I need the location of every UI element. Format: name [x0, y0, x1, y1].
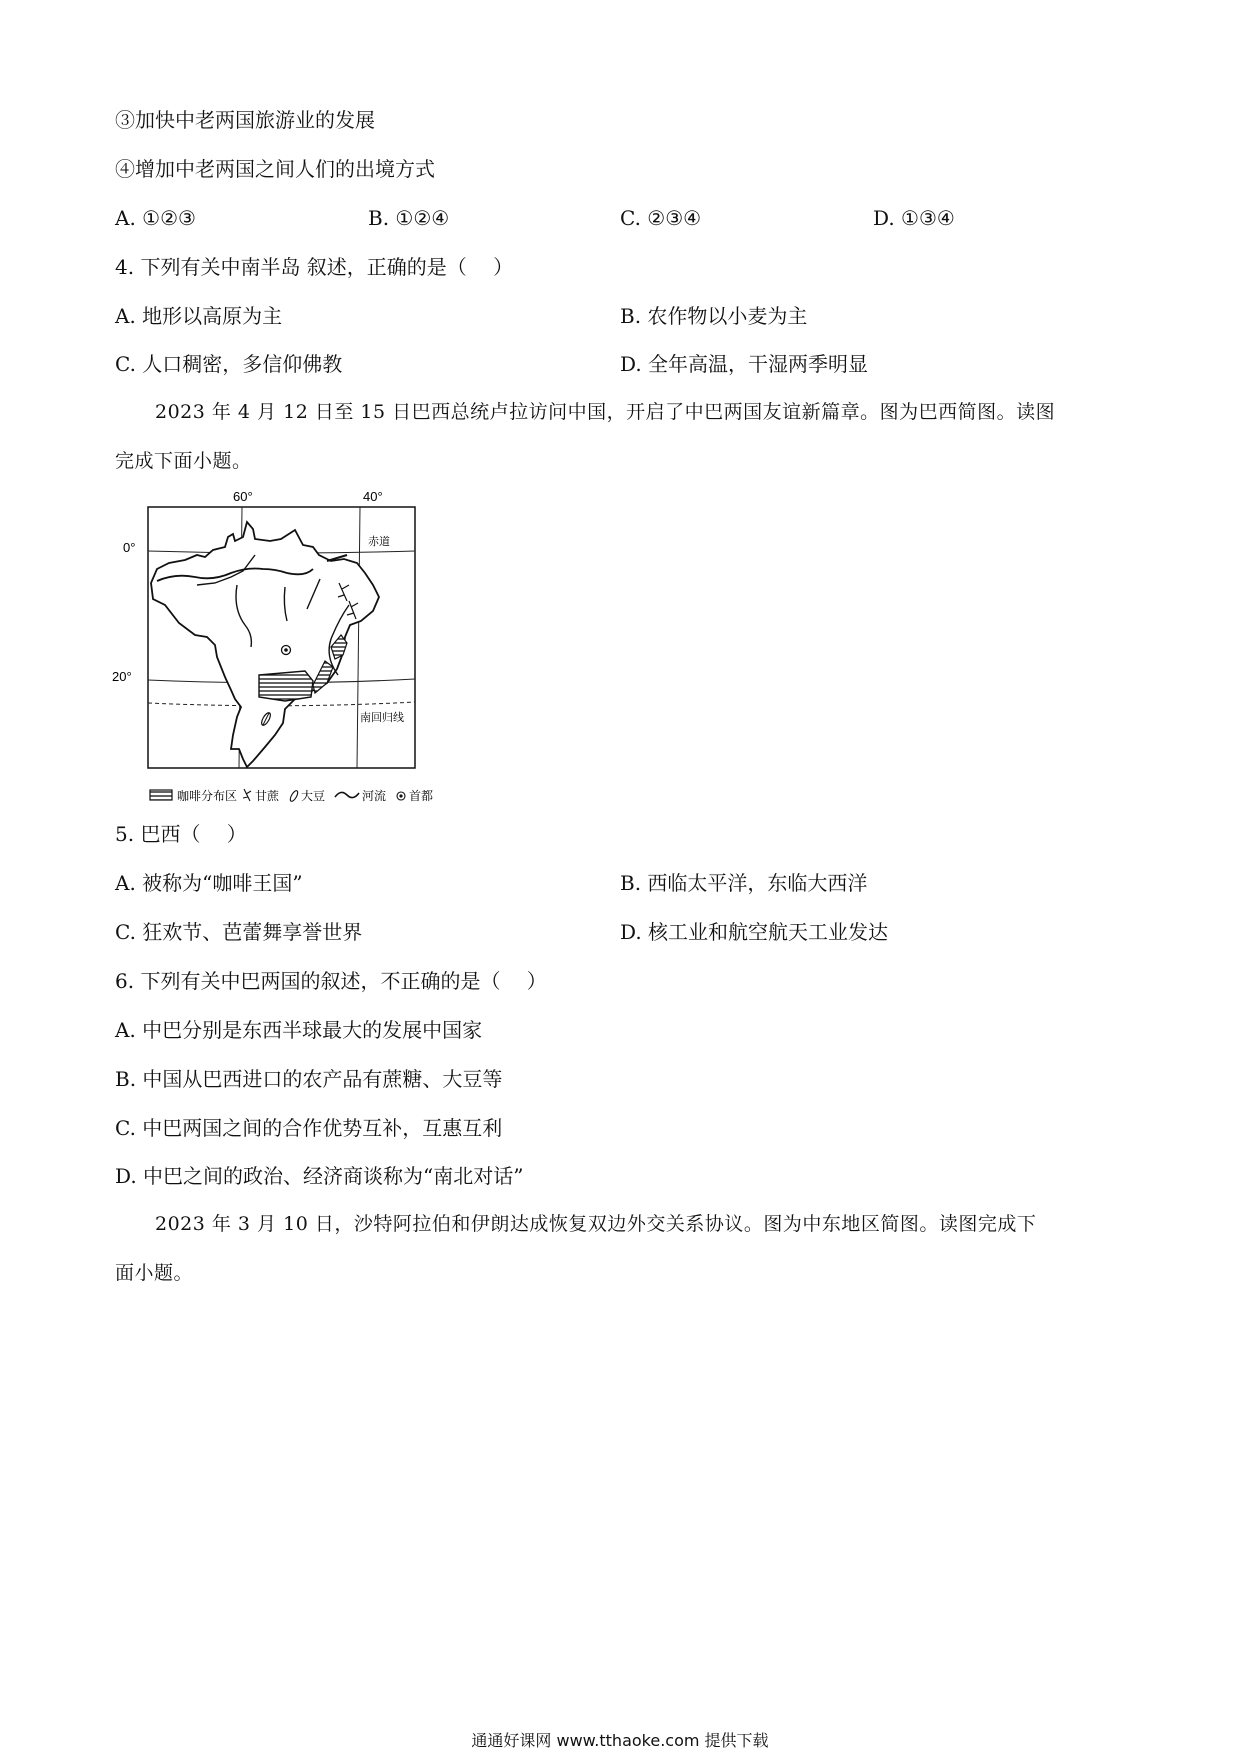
- q4-option-d: D. 全年高温，干湿两季明显: [620, 352, 869, 376]
- legend-river-label: 河流: [362, 789, 387, 803]
- question-5-stem: 5. 巴西（ ）: [115, 822, 247, 846]
- choice-d: D. ①③④: [873, 206, 955, 230]
- brazil-map-svg: [112, 485, 435, 805]
- lon-label-40: 40°: [363, 489, 383, 504]
- question-4-stem: 4. 下列有关中南半岛 叙述，正确的是（ ）: [115, 255, 514, 279]
- brazil-intro-line-2: 完成下面小题。: [115, 450, 252, 472]
- tropic-label: 南回归线: [360, 712, 404, 724]
- map-legend-svg: [149, 786, 549, 806]
- map-legend: [149, 786, 549, 806]
- coffee-region-southeast: [259, 671, 313, 701]
- legend-sugarcane-icon: [243, 789, 251, 801]
- legend-coffee-label: 咖啡分布区: [177, 789, 238, 803]
- legend-river-icon: [335, 792, 359, 797]
- choice-a: A. ①②③: [115, 206, 196, 230]
- q6-option-a: A. 中巴分别是东西半球最大的发展中国家: [115, 1018, 483, 1042]
- brazil-map: [112, 485, 435, 805]
- legend-sugarcane-label: 甘蔗: [255, 789, 280, 803]
- page-footer: 通通好课网 www.tthaoke.com 提供下载: [471, 1731, 769, 1750]
- q4-option-b: B. 农作物以小麦为主: [620, 304, 808, 328]
- meridian-40: [357, 507, 360, 768]
- lat-label-20: 20°: [112, 669, 132, 684]
- q5-option-a: A. 被称为“咖啡王国”: [115, 871, 303, 895]
- lat-label-0: 0°: [123, 540, 136, 555]
- choice-c: C. ②③④: [620, 206, 702, 230]
- question-6-stem: 6. 下列有关中巴两国的叙述，不正确的是（ ）: [115, 969, 547, 993]
- option-3-text: ③加快中老两国旅游业的发展: [115, 108, 375, 132]
- q4-option-c: C. 人口稠密，多信仰佛教: [115, 352, 343, 376]
- q5-option-c: C. 狂欢节、芭蕾舞享誉世界: [115, 920, 363, 944]
- mideast-intro-line-1: 2023 年 3 月 10 日，沙特阿拉伯和伊朗达成恢复双边外交关系协议。图为中东地区简图。读图完成下: [155, 1213, 1037, 1235]
- legend-capital-dot: [399, 794, 402, 797]
- brazil-intro-line-1: 2023 年 4 月 12 日至 15 日巴西总统卢拉访问中国，开启了中巴两国友谊新篇章。图为巴西简图。读图: [155, 401, 1056, 423]
- choice-b: B. ①②④: [368, 206, 450, 230]
- equator-label: 赤道: [368, 536, 390, 548]
- q4-option-a: A. 地形以高原为主: [115, 304, 283, 328]
- legend-soybean-label: 大豆: [301, 789, 326, 803]
- lon-label-60: 60°: [233, 489, 253, 504]
- legend-coffee-swatch: [150, 790, 172, 800]
- legend-capital-label: 首都: [409, 789, 434, 803]
- legend-soybean-icon: [289, 790, 299, 803]
- q5-option-d: D. 核工业和航空航天工业发达: [620, 920, 889, 944]
- mideast-intro-line-2: 面小题。: [115, 1262, 194, 1284]
- capital-dot: [284, 648, 288, 652]
- q5-option-b: B. 西临太平洋，东临大西洋: [620, 871, 868, 895]
- q6-option-c: C. 中巴两国之间的合作优势互补，互惠互利: [115, 1116, 503, 1140]
- q6-option-b: B. 中国从巴西进口的农产品有蔗糖、大豆等: [115, 1067, 503, 1091]
- option-4-text: ④增加中老两国之间人们的出境方式: [115, 157, 435, 181]
- q6-option-d: D. 中巴之间的政治、经济商谈称为“南北对话”: [115, 1164, 524, 1188]
